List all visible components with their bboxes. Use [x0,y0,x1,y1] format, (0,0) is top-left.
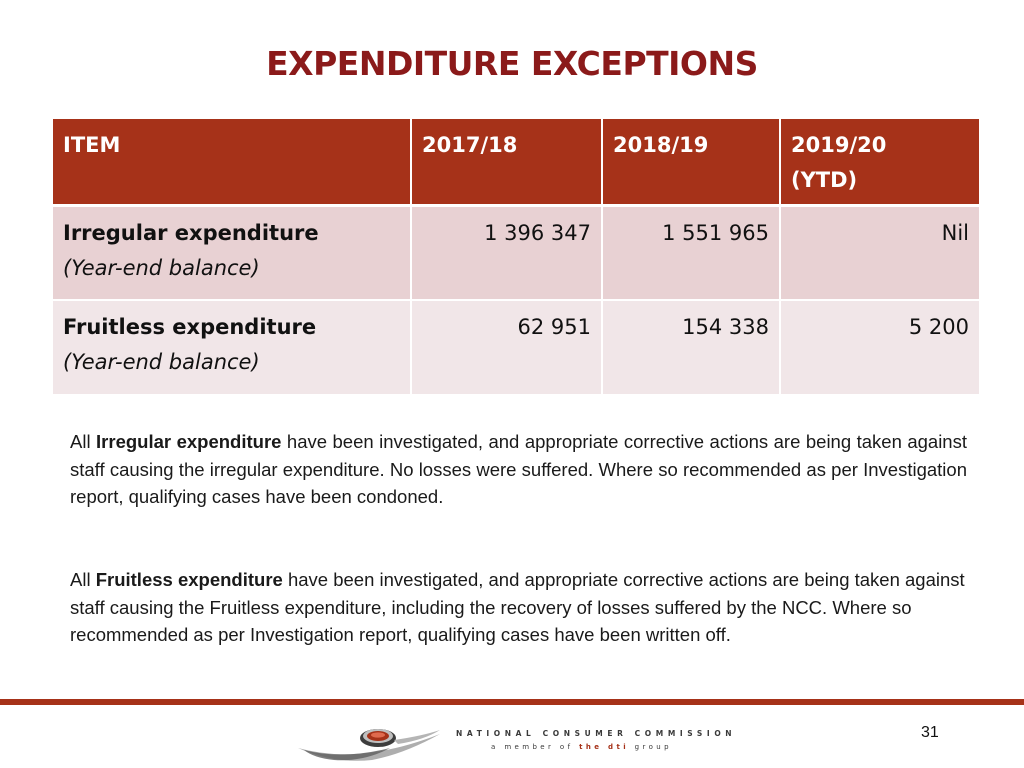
footer-divider [0,699,1024,705]
value-2018-19: 1 551 965 [602,205,780,300]
item-cell [53,205,411,300]
page-number: 31 [921,724,939,741]
note-fruitless-expenditure [70,566,967,649]
header-2018-19: 2018/19 [602,119,780,205]
footer-tagline [491,743,672,751]
header-2017-18: 2017/18 [411,119,602,205]
value-2019-20: 5 200 [780,300,979,395]
table-header-row [53,119,979,205]
value-2017-18: 62 951 [411,300,602,395]
note-prefix: All [70,569,96,590]
table-row-fruitless [53,300,979,395]
item-name: Irregular expenditure [63,220,319,245]
slide-title: EXPENDITURE EXCEPTIONS [266,44,758,83]
header-2019-20-ytd: (YTD) [791,168,858,192]
tagline-dti: dti [608,743,629,751]
header-2019-20-year: 2019/20 [791,133,887,157]
footer-organisation-name: NATIONAL CONSUMER COMMISSION [456,729,737,738]
value-2017-18: 1 396 347 [411,205,602,300]
table-row-irregular [53,205,979,300]
header-item: ITEM [53,119,411,205]
note-irregular-expenditure [70,428,967,511]
item-name: Fruitless expenditure [63,315,317,339]
header-2019-20 [780,119,979,205]
item-cell [53,300,411,395]
note-body: have been investigated, and appropriate corrective actions are being taken against staff causing the irregular expenditure. No losses were suffered. Where so recommended as per Investigation report, qualifying cases have been condoned. [70,431,967,507]
tagline-member: a member of [491,743,574,751]
note-emphasis: Irregular expenditure [96,431,282,452]
tagline-the: the [579,743,603,751]
expenditure-exceptions-table [53,119,979,396]
item-note: (Year-end balance) [63,255,260,280]
value-2018-19: 154 338 [602,300,780,395]
note-prefix: All [70,431,97,452]
tagline-group: group [634,743,672,751]
ncc-swirl-logo-icon [294,718,444,764]
item-note: (Year-end balance) [63,350,260,374]
note-emphasis: Fruitless expenditure [95,569,283,590]
value-2019-20: Nil [780,205,979,300]
note-body: have been investigated, and appropriate corrective actions are being taken against staff causing the Fruitless expenditure, including the recovery of losses suffered by the NCC. Where so recommended as per Investigation report, qualifying cases have been written off. [70,569,965,645]
